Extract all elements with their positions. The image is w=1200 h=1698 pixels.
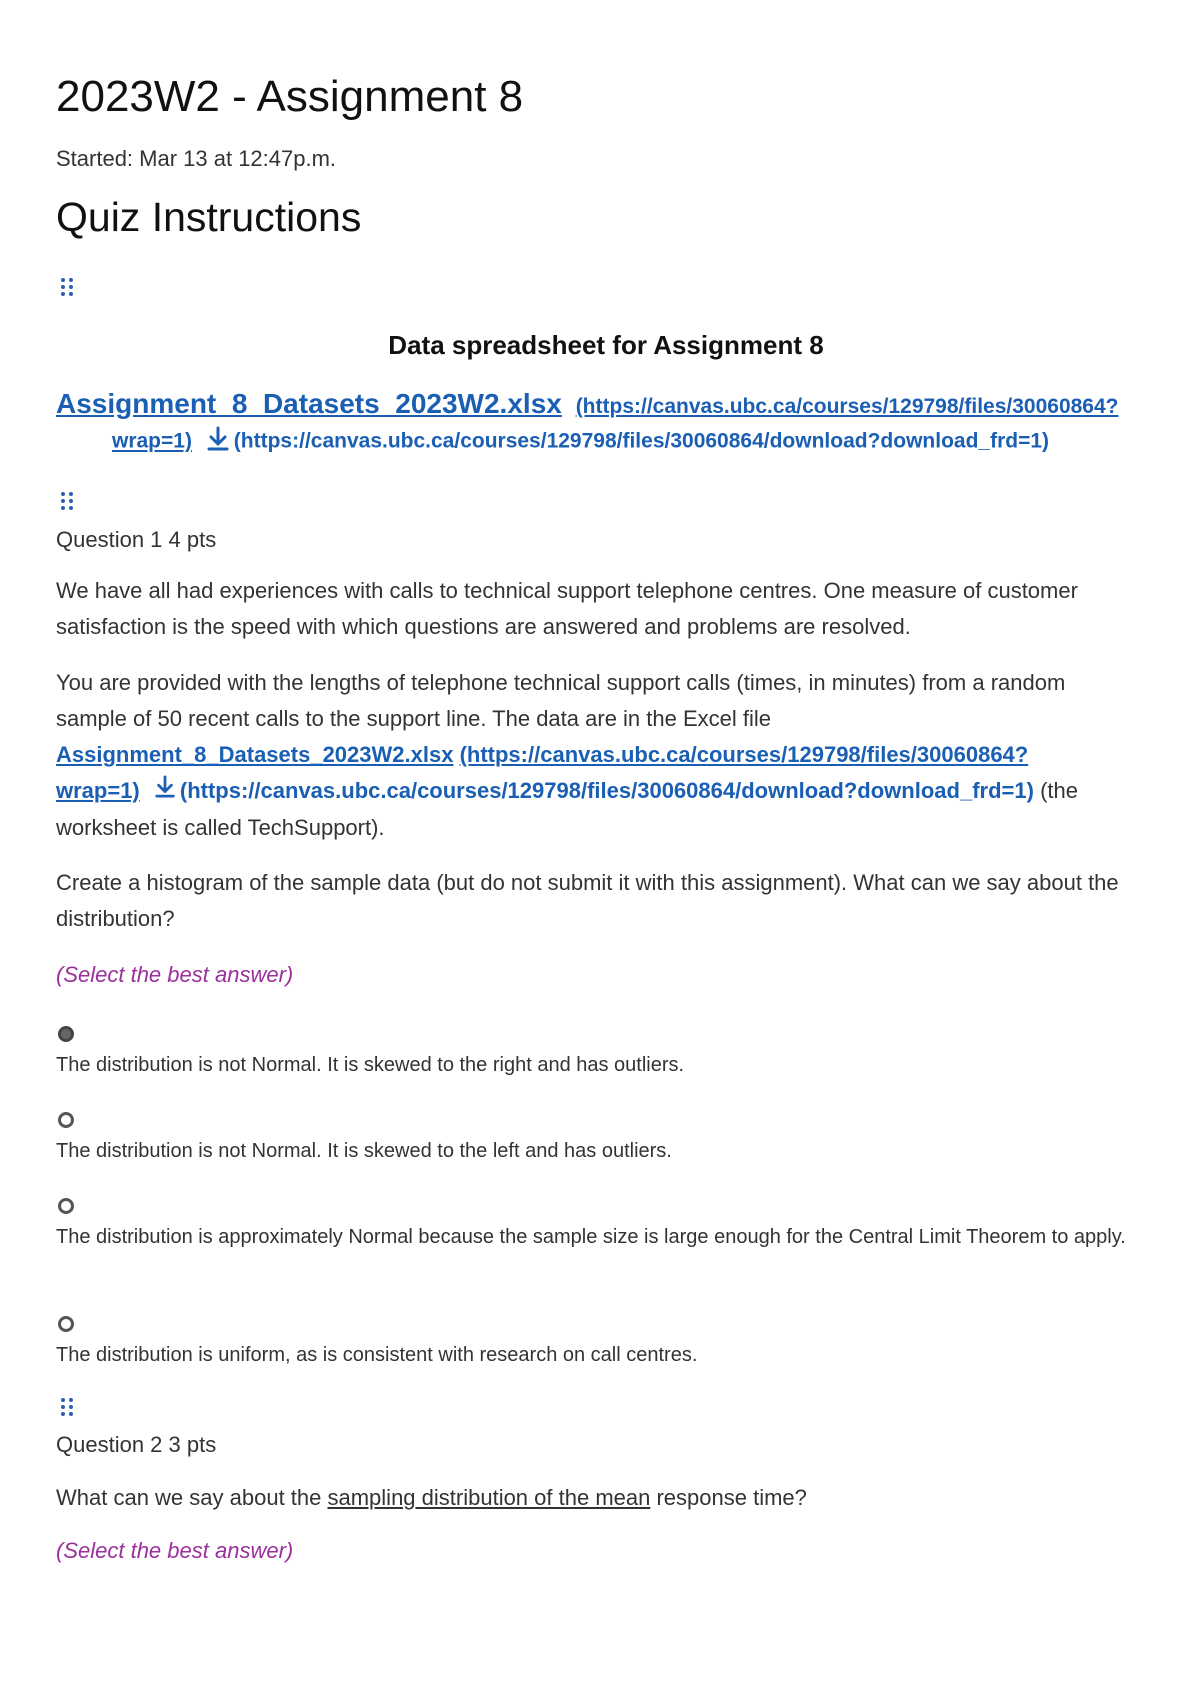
file-link-block bbox=[56, 388, 1156, 458]
spreadsheet-title: Data spreadsheet for Assignment 8 bbox=[388, 330, 824, 360]
worksheet-note: (the worksheet is called TechSupport). bbox=[56, 778, 1078, 841]
answer-option[interactable] bbox=[56, 1198, 1136, 1254]
page-title: 2023W2 - Assignment 8 bbox=[56, 72, 524, 121]
answer-option-label: The distribution is not Normal. It is skewed to the left and has outliers. bbox=[56, 1140, 672, 1162]
download-icon[interactable] bbox=[154, 774, 176, 810]
select-hint: (Select the best answer) bbox=[56, 1538, 294, 1563]
select-hint: (Select the best answer) bbox=[56, 962, 294, 987]
drag-handle-icon[interactable] bbox=[61, 1398, 75, 1422]
answer-option-label: The distribution is approximately Normal because the sample size is large enough for the Central Limit Theorem to apply. bbox=[56, 1226, 1126, 1248]
question-1-para-1: We have all had experiences with calls to technical support telephone centres. One measure of customer satisfaction is the speed with which questions are answered and problems are resolved. bbox=[56, 578, 1078, 639]
answer-option[interactable] bbox=[56, 1316, 1136, 1372]
radio-button[interactable] bbox=[58, 1316, 74, 1332]
download-url-link[interactable]: (https://canvas.ubc.ca/courses/129798/files/30060864/download?download_frd=1) bbox=[233, 429, 1050, 453]
file-link[interactable]: Assignment_8_Datasets_2023W2.xlsx bbox=[56, 388, 562, 419]
radio-button[interactable] bbox=[58, 1112, 74, 1128]
question-1-header: Question 1 4 pts bbox=[56, 527, 217, 552]
file-url-link-cont[interactable]: wrap=1) bbox=[112, 429, 192, 453]
answer-option-label: The distribution is uniform, as is consistent with research on call centres. bbox=[56, 1344, 698, 1366]
radio-button[interactable] bbox=[58, 1198, 74, 1214]
answer-option[interactable] bbox=[56, 1026, 1136, 1082]
answer-option-label: The distribution is not Normal. It is skewed to the right and has outliers. bbox=[56, 1054, 685, 1076]
download-icon[interactable] bbox=[206, 426, 230, 458]
file-link[interactable]: Assignment_8_Datasets_2023W2.xlsx bbox=[56, 742, 454, 767]
file-url-link-cont[interactable]: wrap=1) bbox=[56, 778, 140, 803]
question-2-header: Question 2 3 pts bbox=[56, 1432, 217, 1457]
download-url-link[interactable]: (https://canvas.ubc.ca/courses/129798/files/30060864/download?download_frd=1) bbox=[179, 778, 1034, 803]
started-timestamp: Started: Mar 13 at 12:47p.m. bbox=[56, 146, 337, 171]
radio-button[interactable] bbox=[58, 1026, 74, 1042]
quiz-instructions-heading: Quiz Instructions bbox=[56, 194, 362, 240]
answer-option[interactable] bbox=[56, 1112, 1136, 1168]
question-1-para-3: Create a histogram of the sample data (but do not submit it with this assignment). What can we say about the distribution? bbox=[56, 870, 1119, 931]
drag-handle-icon[interactable] bbox=[61, 278, 75, 302]
question-2-text: What can we say about the sampling distribution of the mean response time? bbox=[56, 1485, 807, 1510]
question-1-para-2: You are provided with the lengths of telephone technical support calls (times, in minutes) from a random sample of 50 recent calls to the support line. The data are in the Excel file Assignment_8_Datasets_2023W2.xlsx (https://canvas.ubc.ca/courses/129798/files/30060864? wrap=1) (https://canvas.ubc.ca/courses/129798/files/30060864/download?download_frd=1) (the worksheet is called TechSupport). bbox=[56, 670, 1078, 841]
file-url-link[interactable]: (https://canvas.ubc.ca/courses/129798/files/30060864? bbox=[459, 742, 1029, 767]
file-url-link[interactable]: (https://canvas.ubc.ca/courses/129798/files/30060864? bbox=[575, 395, 1119, 418]
drag-handle-icon[interactable] bbox=[61, 492, 75, 516]
